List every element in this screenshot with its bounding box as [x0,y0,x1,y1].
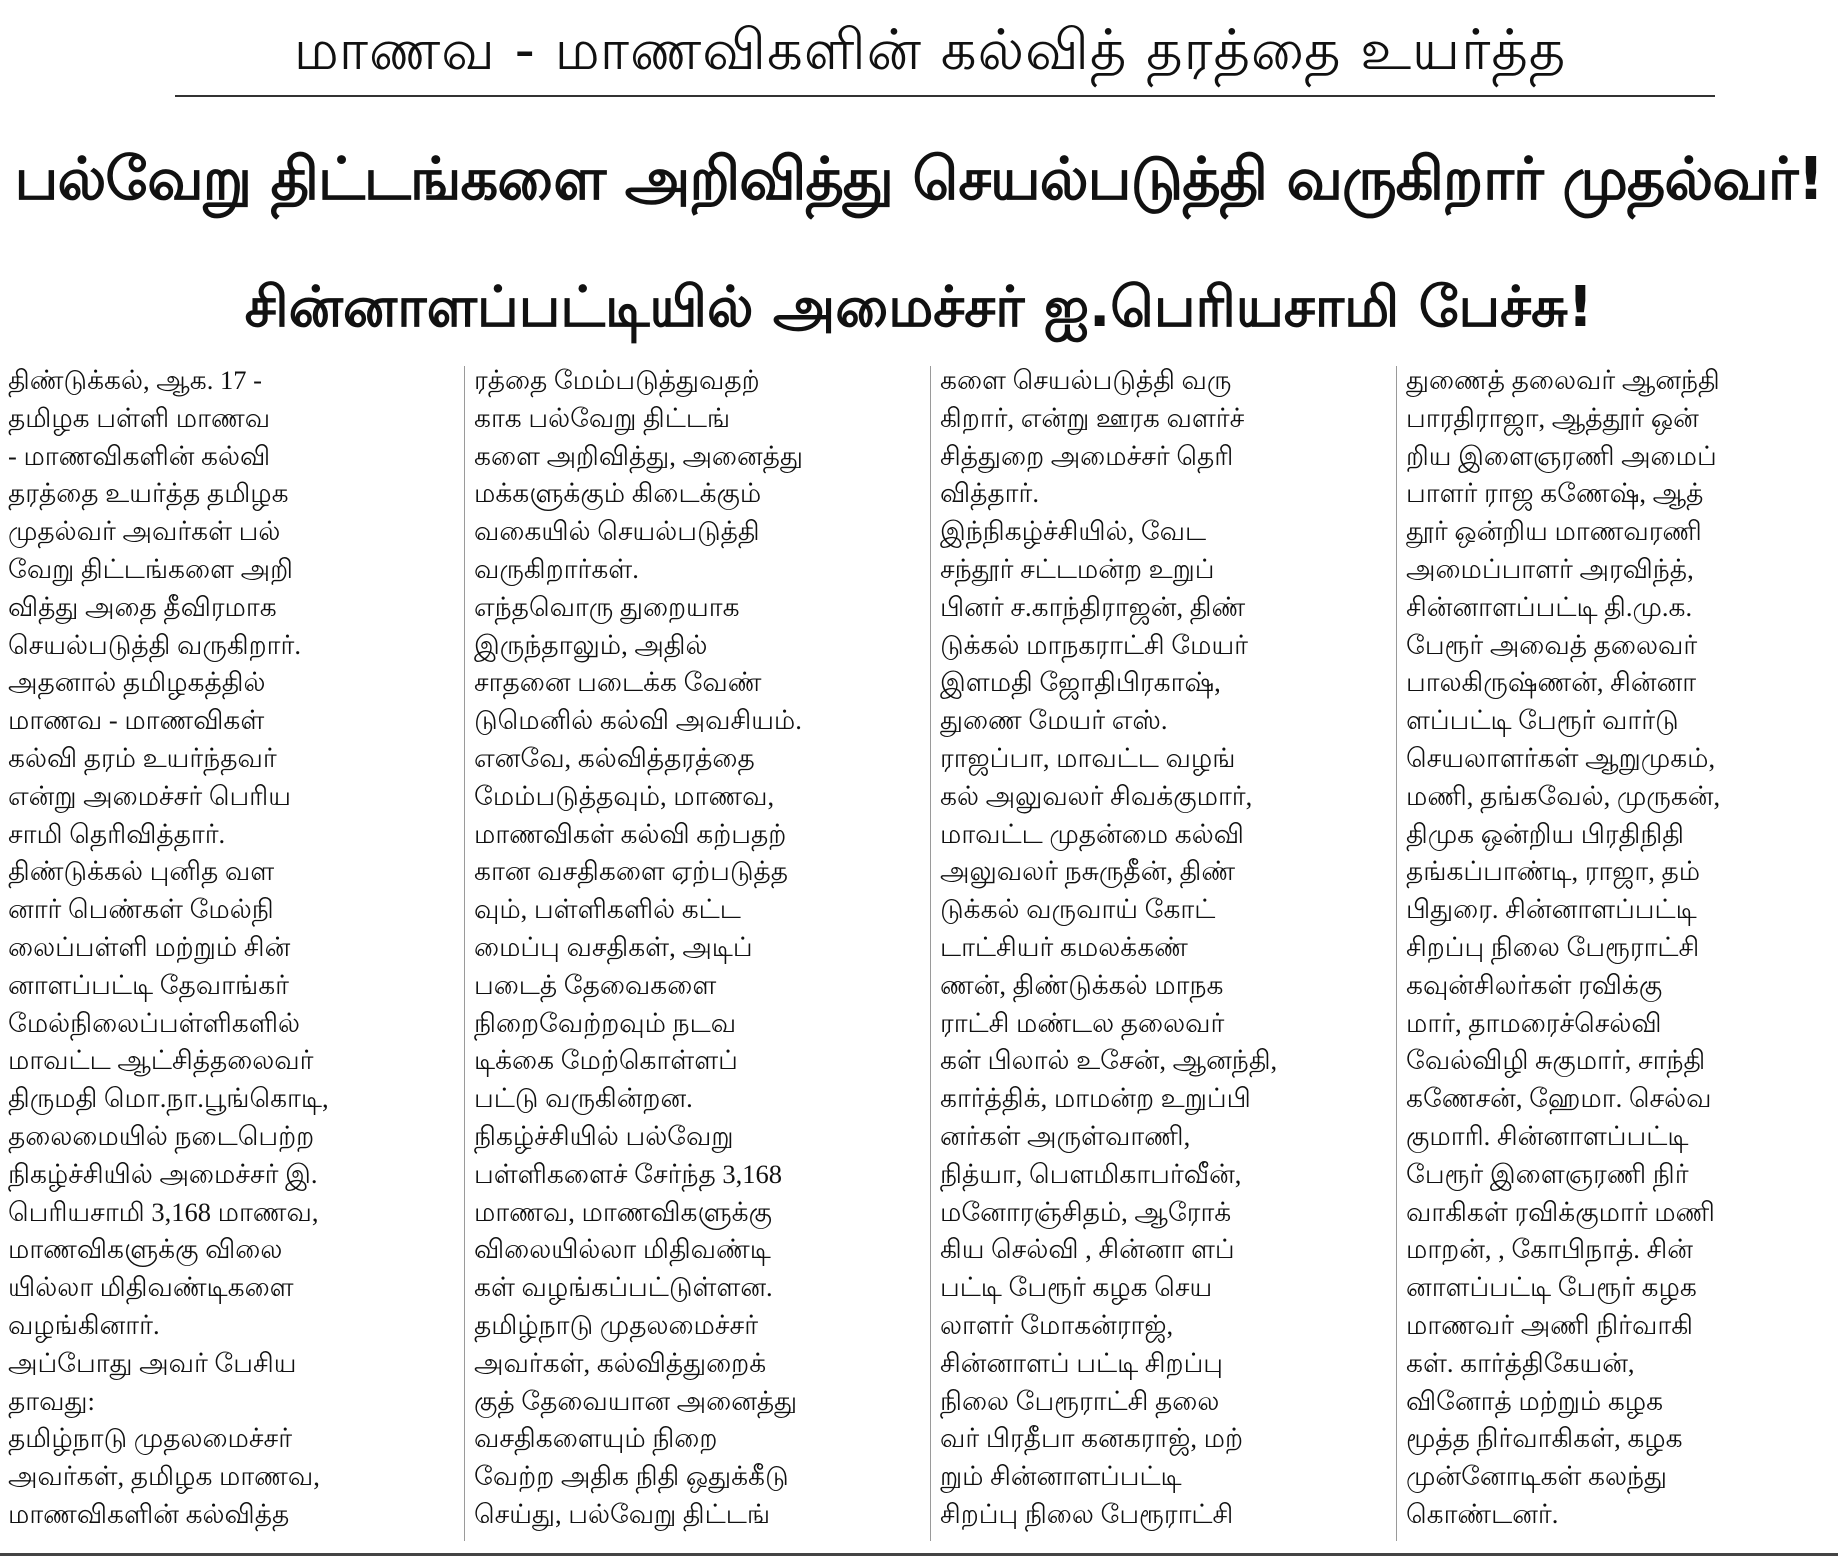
column-text: களை செயல்படுத்தி வரு கிறார், என்று ஊரக வளர்ச் சித்துறை அமைச்சர் தெரி வித்தார். இந்நிகழ்ச்சியில், வேட சந்தூர் சட்டமன்ற உறுப் பினர் ச.காந்திராஜன், திண் டுக்கல் மாநகராட்சி மேயர் இளமதி ஜோதிபிரகாஷ், துணை மேயர் எஸ். ராஜப்பா, மாவட்ட வழங் கல் அலுவலர் சிவக்குமார், மாவட்ட முதன்மை கல்வி அலுவலர் நசுருதீன், திண் டுக்கல் வருவாய் கோட் டாட்சியர் கமலக்கண் ணன், திண்டுக்கல் மாநக ராட்சி மண்டல தலைவர் கள் பிலால் உசேன், ஆனந்தி, கார்த்திக், மாமன்ற உறுப்பி னர்கள் அருள்வாணி, நித்யா, பௌமிகாபர்வீன், மனோரஞ்சிதம், ஆரோக் கிய செல்வி , சின்னா ளப் பட்டி பேரூர் கழக செய லாளர் மோகன்ராஜ், சின்னாளப் பட்டி சிறப்பு நிலை பேரூராட்சி தலை வர் பிரதீபா கனகராஜ், மற் றும் சின்னாளப்பட்டி சிறப்பு நிலை பேரூராட்சி [940,365,1278,1529]
column-text: திண்டுக்கல், ஆக. 17 - தமிழக பள்ளி மாணவ - மாணவிகளின் கல்வி தரத்தை உயர்த்த தமிழக முதல்வர் அவர்கள் பல் வேறு திட்டங்களை அறி வித்து அதை தீவிரமாக செயல்படுத்தி வருகிறார். அதனால் தமிழகத்தில் மாணவ - மாணவிகள் கல்வி தரம் உயர்ந்தவர் என்று அமைச்சர் பெரிய சாமி தெரிவித்தார். திண்டுக்கல் புனித வள னார் பெண்கள் மேல்நி லைப்பள்ளி மற்றும் சின் னாளப்பட்டி தேவாங்கர் மேல்நிலைப்பள்ளிகளில் மாவட்ட ஆட்சித்தலைவர் திருமதி மொ.நா.பூங்கொடி, தலைமையில் நடைபெற்ற நிகழ்ச்சியில் அமைச்சர் இ. பெரியசாமி 3,168 மாணவ, மாணவிகளுக்கு விலை யில்லா மிதிவண்டிகளை வழங்கினார். அப்போது அவர் பேசிய தாவது: தமிழ்நாடு முதலமைச்சர் அவர்கள், தமிழக மாணவ, மாணவிகளின் கல்வித்த [8,365,329,1529]
article-column-2 [474,362,919,1547]
bottom-divider [0,1553,1838,1556]
kicker-divider [175,95,1715,97]
article-column-3 [940,362,1385,1547]
article-column-4 [1406,362,1838,1547]
article-subhead: சின்னாளப்பட்டியில் அமைச்சர் ஐ.பெரியசாமி பேச்சு! [244,275,1594,340]
column-divider [930,366,931,1541]
column-text: துணைத் தலைவர் ஆனந்தி பாரதிராஜா, ஆத்தூர் ஒன் றிய இளைஞரணி அமைப் பாளர் ராஜ கணேஷ், ஆத் தூர் ஒன்றிய மாணவரணி அமைப்பாளர் அரவிந்த், சின்னாளப்பட்டி தி.மு.க. பேரூர் அவைத் தலைவர் பாலகிருஷ்ணன், சின்னா ளப்பட்டி பேரூர் வார்டு செயலாளர்கள் ஆறுமுகம், மணி, தங்கவேல், முருகன், திமுக ஒன்றிய பிரதிநிதி தங்கப்பாண்டி, ராஜா, தம் பிதுரை. சின்னாளப்பட்டி சிறப்பு நிலை பேரூராட்சி கவுன்சிலர்கள் ரவிக்கு மார், தாமரைச்செல்வி வேல்விழி சுகுமார், சாந்தி கணேசன், ஹேமா. செல்வ குமாரி. சின்னாளப்பட்டி பேரூர் இளைஞரணி நிர் வாகிகள் ரவிக்குமார் மணி மாறன், , கோபிநாத். சின் னாளப்பட்டி பேரூர் கழக மாணவர் அணி நிர்வாகி கள். கார்த்திகேயன், வினோத் மற்றும் கழக மூத்த நிர்வாகிகள், கழக முன்னோடிகள் கலந்து கொண்டனர். [1406,365,1721,1529]
article-column-1 [8,362,453,1547]
column-text: ரத்தை மேம்படுத்துவதற் காக பல்வேறு திட்டங் களை அறிவித்து, அனைத்து மக்களுக்கும் கிடைக்கும் வகையில் செயல்படுத்தி வருகிறார்கள். எந்தவொரு துறையாக இருந்தாலும், அதில் சாதனை படைக்க வேண் டுமெனில் கல்வி அவசியம். எனவே, கல்வித்தரத்தை மேம்படுத்தவும், மாணவ, மாணவிகள் கல்வி கற்பதற் கான வசதிகளை ஏற்படுத்த வும், பள்ளிகளில் கட்ட மைப்பு வசதிகள், அடிப் படைத் தேவைகளை நிறைவேற்றவும் நடவ டிக்கை மேற்கொள்ளப் பட்டு வருகின்றன. நிகழ்ச்சியில் பல்வேறு பள்ளிகளைச் சேர்ந்த 3,168 மாணவ, மாணவிகளுக்கு விலையில்லா மிதிவண்டி கள் வழங்கப்பட்டுள்ளன. தமிழ்நாடு முதலமைச்சர் அவர்கள், கல்வித்துறைக் குத் தேவையான அனைத்து வசதிகளையும் நிறை வேற்ற அதிக நிதி ஒதுக்கீடு செய்து, பல்வேறு திட்டங் [474,365,803,1529]
article-body [0,362,1838,1547]
article-headline: பல்வேறு திட்டங்களை அறிவித்து செயல்படுத்தி வருகிறார் முதல்வர்! [14,144,1824,213]
article-kicker: மாணவ - மாணவிகளின் கல்வித் தரத்தை உயர்த்த [293,18,1567,83]
column-divider [464,366,465,1541]
column-divider [1396,366,1397,1541]
